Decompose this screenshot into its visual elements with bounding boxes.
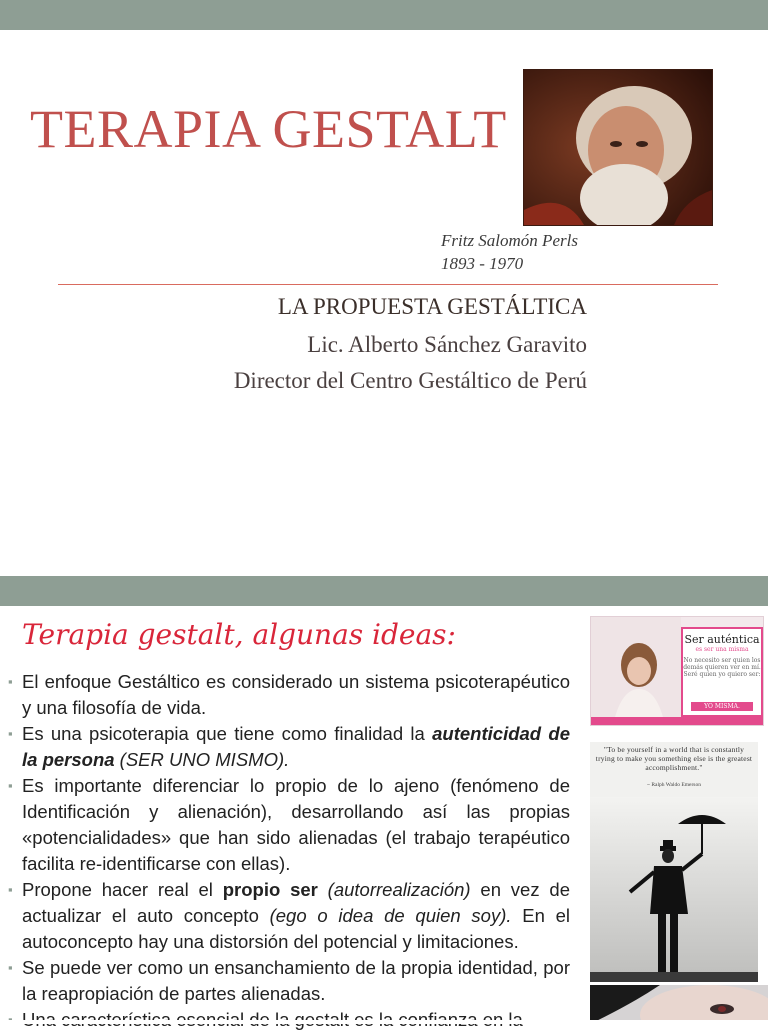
author-role: Director del Centro Gestáltico de Perú <box>233 368 587 393</box>
caption-years: 1893 - 1970 <box>441 254 524 273</box>
quote-author: ~ Ralph Waldo Emerson <box>647 782 701 788</box>
card-punchline: YO MISMA. <box>691 702 753 711</box>
authenticity-image <box>590 616 764 726</box>
slide-title: TERAPIA GESTALT <box>30 99 507 159</box>
card-heading: Ser auténtica <box>684 633 760 646</box>
slide-subtitle: LA PROPUESTA GESTÁLTICA <box>277 294 587 319</box>
pink-strip <box>591 717 763 725</box>
umbrella-figure-icon <box>590 742 758 982</box>
quote-card <box>681 627 763 717</box>
list-item: ▪ Se puede ver como un ensanchamiento de la propia identidad, por la reapropiación de partes alienadas. <box>8 955 570 1007</box>
portrait-photo <box>523 69 713 226</box>
divider-line <box>58 284 718 285</box>
middle-band <box>0 576 768 606</box>
list-item: ▪ El enfoque Gestáltico es considerado un sistema psicoterapéutico y una filosofía de vida. <box>8 669 570 721</box>
card-body: No necesito ser quien los demás quieren ver en mí. Seré quien yo quiero ser: <box>683 657 761 678</box>
list-item: ▪ Es importante diferenciar lo propio de lo ajeno (fenómeno de Identificación y alienación), desarrollando así las propias «potencialidades» que han sido alienadas (el trabajo terapéutico facilita re-identificarse con ellas). <box>8 773 570 877</box>
quote-text: "To be yourself in a world that is constantly trying to make you something else is the greatest accomplishment." <box>595 745 753 772</box>
umbrella-quote-image <box>590 742 758 982</box>
photo-caption <box>441 229 578 275</box>
face-closeup-image <box>590 985 768 1024</box>
list-item: ▪ Es una psicoterapia que tiene como finalidad la autenticidad de la persona (SER UNO MISMO). <box>8 721 570 773</box>
top-band <box>0 0 768 30</box>
caption-name: Fritz Salomón Perls <box>441 231 578 250</box>
bottom-spacer <box>0 1020 768 1024</box>
author-name: Lic. Alberto Sánchez Garavito <box>307 332 587 357</box>
card-subheading: es ser una misma <box>695 646 749 653</box>
list-item: ▪ Propone hacer real el propio ser (autorrealización) en vez de actualizar el auto concepto (ego o idea de quien soy). En el autoconcepto hay una distorsión del potencial y limitaciones. <box>8 877 570 955</box>
slide-2-title: Terapia gestalt, algunas ideas: <box>22 618 456 651</box>
bullet-list <box>8 669 570 1033</box>
